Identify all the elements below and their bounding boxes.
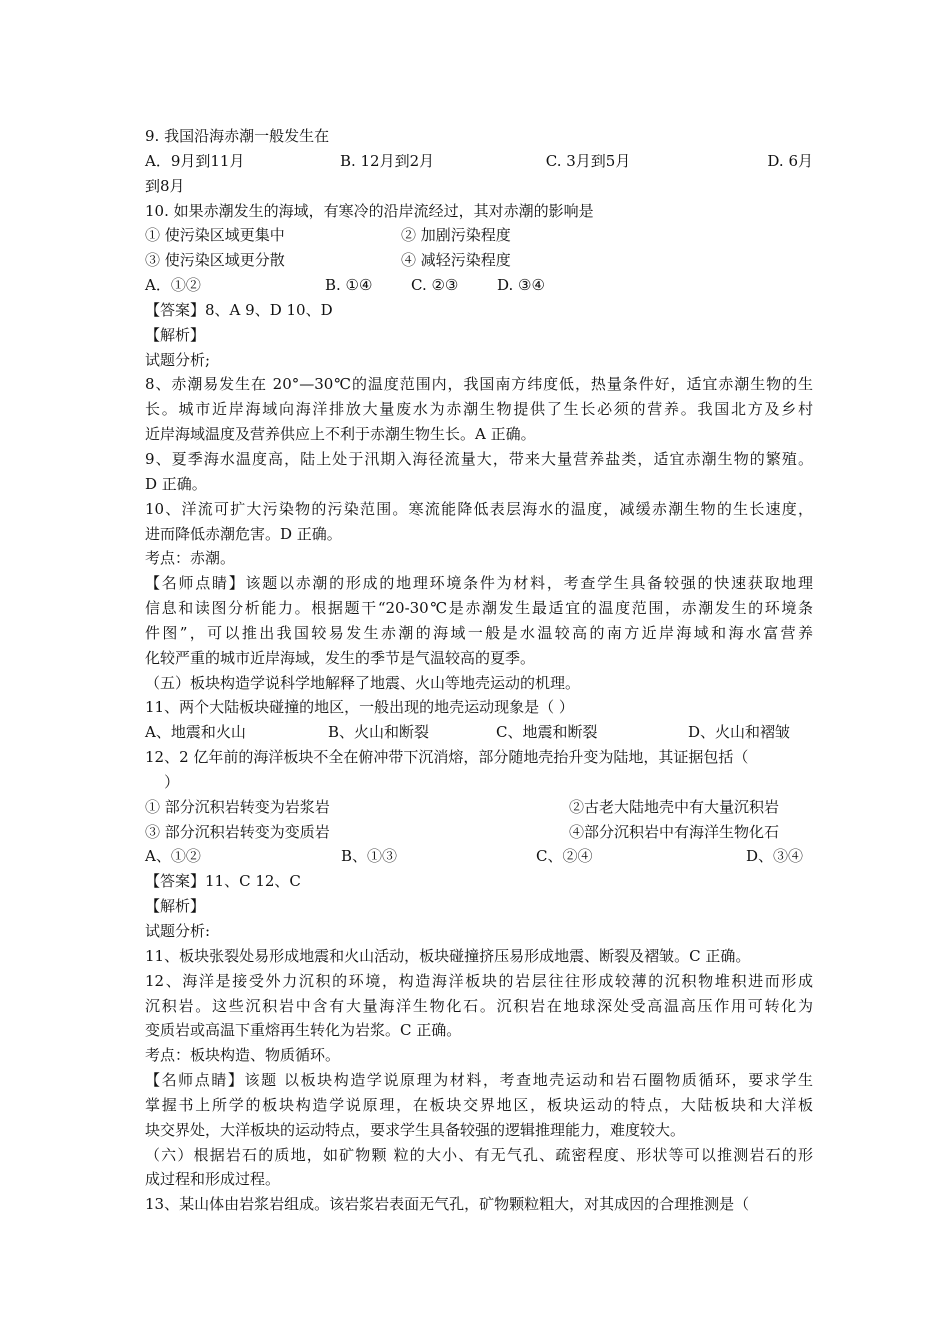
q10-items-row1: [145, 223, 813, 248]
q12-stem-wrap: ）: [145, 772, 180, 791]
explain-12-line-3: 变质岩或高温下重熔再生转化为岩浆。C 正确。: [145, 1021, 462, 1040]
document-page: [145, 124, 813, 1217]
teacher-note-1-line-4: 化较严重的城市近岸海域，发生的季节是气温较高的夏季。: [145, 648, 536, 667]
q10-option-c: C. ②③: [411, 276, 459, 295]
q12-items-row1: [145, 795, 813, 820]
teacher-note-2-line-1: 【名师点睛】该题 以板块构造学说原理为材料，考查地壳运动和岩石圈物质循环，要求学生: [145, 1071, 813, 1090]
q12-option-d: D、③④: [746, 847, 804, 866]
q12-option-b: B、①③: [341, 847, 398, 866]
explain-8-line-1: 8、赤潮易发生在 20°—30℃的温度范围内，我国南方纬度低，热量条件好，适宜赤潮生物的生: [145, 375, 813, 394]
q12-option-a: A、①②: [145, 847, 201, 866]
answer-block-1: 【答案】8、A 9、D 10、D: [145, 300, 333, 319]
q10-stem: 10. 如果赤潮发生的海域，有寒冷的沿岸流经过，其对赤潮的影响是: [145, 201, 594, 220]
q11-option-b: B、火山和断裂: [328, 723, 430, 742]
teacher-note-1-line-1: 【名师点睛】该题以赤潮的形成的地理环境条件为材料，考查学生具备较强的快速获取地理: [145, 574, 813, 593]
section-6-line-1: （六）根据岩石的质地，如矿物颗 粒的大小、有无气孔、疏密程度、形状等可以推测岩石的形: [145, 1145, 813, 1164]
q10-option-b: B. ①④: [325, 276, 373, 295]
explain-8-line-2: 长。城市近岸海域向海洋排放大量废水为赤潮生物提供了生长必须的营养。我国北方及乡村: [145, 400, 813, 419]
q10-options: [145, 273, 813, 298]
q10-item-4: ④ 减轻污染程度: [401, 251, 511, 270]
q9-option-d: D. 6月: [767, 151, 813, 170]
q12-option-c: C、②④: [536, 847, 593, 866]
kaodian-2: 考点：板块构造、物质循环。: [145, 1046, 341, 1065]
answer-block-2: 【答案】11、C 12、C: [145, 872, 301, 891]
section-6-line-2: 成过程和形成过程。: [145, 1170, 281, 1189]
q12-items-row2: [145, 820, 813, 845]
q11-option-d: D、火山和褶皱: [688, 723, 791, 742]
q12-item-1: ① 部分沉积岩转变为岩浆岩: [145, 797, 330, 816]
kaodian-1: 考点：赤潮。: [145, 549, 236, 568]
analysis-intro-2: 试题分析:: [145, 922, 211, 940]
q10-item-3: ③ 使污染区域更分散: [145, 251, 285, 270]
analysis-label-2: 【解析】: [145, 897, 206, 916]
q9-option-c: C. 3月到5月: [545, 151, 631, 170]
q13-stem: 13、某山体由岩浆岩组成。该岩浆岩表面无气孔，矿物颗粒粗大，对其成因的合理推测是（: [145, 1195, 750, 1214]
q9-stem: 9. 我国沿海赤潮一般发生在: [145, 127, 330, 145]
explain-10-line-1: 10、洋流可扩大污染物的污染范围。寒流能降低表层海水的温度，减缓赤潮生物的生长速度，: [145, 499, 813, 518]
q12-stem: 12、2 亿年前的海洋板块不全在俯冲带下沉消熔，部分随地壳抬升变为陆地，其证据包括（: [145, 748, 749, 767]
explain-10-line-2: 进而降低赤潮危害。D 正确。: [145, 524, 342, 543]
q9-option-b: B. 12月到2月: [339, 151, 435, 170]
q10-items-row2: [145, 248, 813, 273]
q9-option-a: A．9月到11月: [145, 151, 245, 170]
teacher-note-1-line-3: 件图”，可以推出我国较易发生赤潮的海域一般是水温较高的南方近岸海域和海水富营养: [145, 623, 813, 642]
q12-item-4: ④部分沉积岩中有海洋生物化石: [569, 822, 780, 841]
teacher-note-1-line-2: 信息和读图分析能力。根据题干“20-30℃是赤潮发生最适宜的温度范围，赤潮发生的环境条: [145, 599, 813, 618]
q9-options: [145, 149, 813, 174]
analysis-intro-1: 试题分析;: [145, 350, 211, 369]
teacher-note-2-line-3: 块交界处，大洋板块的运动特点，要求学生具备较强的逻辑推理能力，难度较大。: [145, 1120, 686, 1139]
section-5: （五）板块构造学说科学地解释了地震、火山等地壳运动的机理。: [145, 673, 581, 692]
q12-item-2: ②古老大陆地壳中有大量沉积岩: [569, 797, 780, 816]
explain-11: 11、板块张裂处易形成地震和火山活动，板块碰撞挤压易形成地震、断裂及褶皱。C 正确。: [145, 946, 751, 965]
explain-9-line-1: 9、夏季海水温度高，陆上处于汛期入海径流量大，带来大量营养盐类，适宜赤潮生物的繁殖。: [145, 449, 813, 468]
q10-item-2: ② 加剧污染程度: [401, 226, 511, 245]
q11-option-c: C、地震和断裂: [496, 723, 598, 742]
explain-8-line-3: 近岸海域温度及营养供应上不利于赤潮生物生长。A 正确。: [145, 425, 536, 444]
q10-option-d: D. ③④: [497, 276, 545, 295]
q11-stem: 11、两个大陆板块碰撞的地区，一般出现的地壳运动现象是（ ）: [145, 698, 574, 717]
q12-item-3: ③ 部分沉积岩转变为变质岩: [145, 822, 330, 841]
q10-item-1: ① 使污染区域更集中: [145, 226, 285, 245]
teacher-note-2-line-2: 掌握书上所学的板块构造学说原理，在板块交界地区，板块运动的特点，大陆板块和大洋板: [145, 1095, 813, 1114]
q12-options: [145, 844, 813, 869]
q10-option-a: A．①②: [145, 276, 201, 295]
explain-9-line-2: D 正确。: [145, 474, 207, 493]
q11-options: [145, 720, 813, 745]
analysis-label-1: 【解析】: [145, 325, 206, 344]
q11-option-a: A、地震和火山: [145, 723, 246, 742]
explain-12-line-2: 沉积岩。这些沉积岩中含有大量海洋生物化石。沉积岩在地球深处受高温高压作用可转化为: [145, 996, 813, 1015]
explain-12-line-1: 12、海洋是接受外力沉积的环境，构造海洋板块的岩层往往形成较薄的沉积物堆积进而形成: [145, 971, 813, 990]
q9-option-d-wrap: 到8月: [145, 176, 185, 195]
